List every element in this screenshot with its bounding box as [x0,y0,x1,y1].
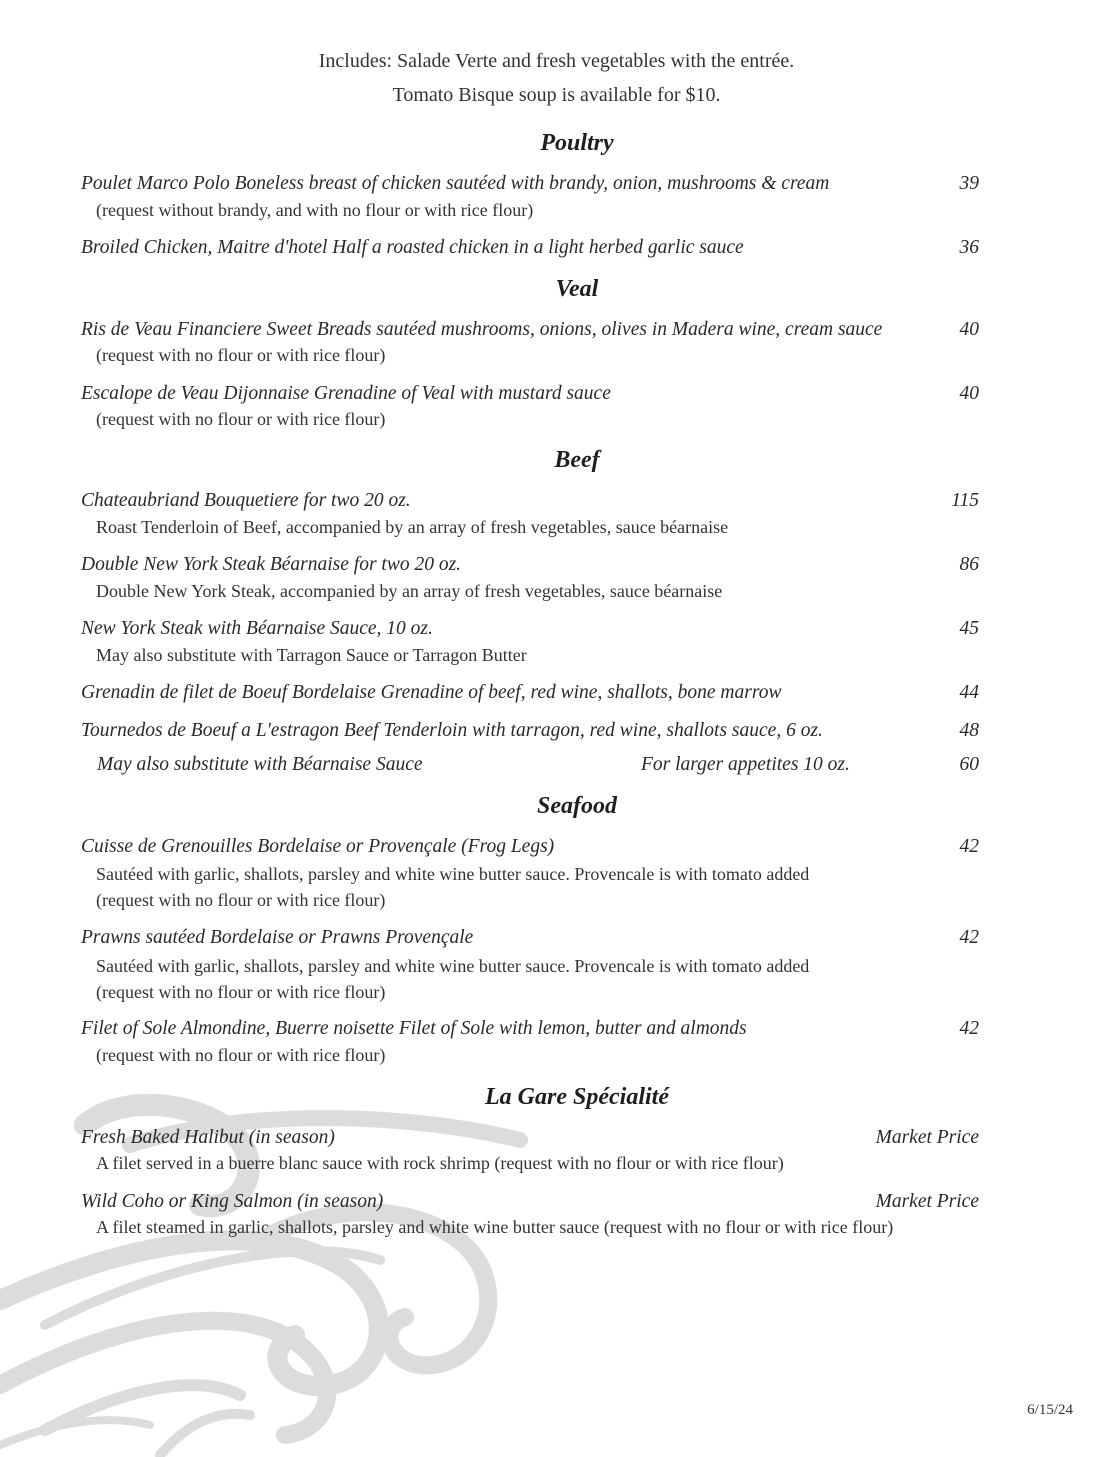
menu-item-note: (request with no flour or with rice flour) [96,982,386,1002]
menu-item-desc: Sautéed with garlic, shallots, parsley and white wine butter sauce. Provencale is with tomato added [96,864,810,884]
menu-item-price: 42 [959,836,979,857]
menu-item-name: Grenadin de filet de Boeuf Bordelaise Grenadine of beef, red wine, shallots, bone marrow [81,682,782,703]
section-title-beef: Beef [554,447,600,473]
menu-item-name: New York Steak with Béarnaise Sauce, 10 oz. [81,618,433,639]
section-title-specialite: La Gare Spécialité [485,1084,669,1110]
intro-line-1: Includes: Salade Verte and fresh vegetables with the entrée. [318,50,795,72]
menu-item-note: (request with no flour or with rice flour) [96,1045,386,1065]
menu-item-larger-price: 60 [959,754,979,775]
menu-item-name: Cuisse de Grenouilles Bordelaise or Provençale (Frog Legs) [81,836,555,857]
menu-item-price: 40 [959,319,979,340]
section-title-seafood: Seafood [537,793,617,819]
menu-item-price: 40 [959,383,979,404]
menu-item-price: Market Price [875,1127,979,1148]
menu-item-desc: A filet steamed in garlic, shallots, parsley and white wine butter sauce (request with no flour or with rice flour) [96,1217,894,1237]
menu-item-name: Wild Coho or King Salmon (in season) [81,1191,384,1212]
menu-item-price: 42 [959,927,979,948]
menu-item-note: (request with no flour or with rice flour) [96,345,386,365]
menu-item-note: (request with no flour or with rice flour) [96,890,386,910]
menu-item-name: Broiled Chicken, Maitre d'hotel Half a roasted chicken in a light herbed garlic sauce [81,237,744,258]
menu-item-price: 36 [959,237,979,258]
section-title-veal: Veal [555,276,599,302]
menu-item-price: 42 [959,1018,979,1039]
menu-item-desc: Double New York Steak, accompanied by an array of fresh vegetables, sauce béarnaise [96,581,723,601]
menu-item-name: Prawns sautéed Bordelaise or Prawns Provençale [81,927,474,948]
menu-item-larger-portion: For larger appetites 10 oz. [641,754,850,775]
menu-item-price: 45 [959,618,979,639]
menu-item-price: 39 [959,173,979,194]
menu-item-name: Chateaubriand Bouquetiere for two 20 oz. [81,490,411,511]
menu-item-price: 44 [959,682,979,703]
menu-item-name: Double New York Steak Béarnaise for two 20 oz. [81,554,462,575]
menu-item-price: 48 [959,720,979,741]
menu-item-name: Poulet Marco Polo Boneless breast of chicken sautéed with brandy, onion, mushrooms & cream [81,173,830,194]
menu-item-price: 115 [951,490,979,511]
menu-item-substitute: May also substitute with Béarnaise Sauce [97,754,423,775]
menu-item-note: (request without brandy, and with no flour or with rice flour) [96,200,534,220]
menu-item-desc: A filet served in a buerre blanc sauce with rock shrimp (request with no flour or with rice flour) [96,1153,784,1173]
section-title-poultry: Poultry [540,130,614,156]
menu-item-name: Ris de Veau Financiere Sweet Breads sautéed mushrooms, onions, olives in Madera wine, cream sauce [81,319,883,340]
menu-item-price: 86 [959,554,979,575]
menu-item-desc: Sautéed with garlic, shallots, parsley and white wine butter sauce. Provencale is with tomato added [96,956,810,976]
menu-item-desc: Roast Tenderloin of Beef, accompanied by an array of fresh vegetables, sauce béarnaise [96,517,729,537]
menu-date: 6/15/24 [1027,1402,1073,1418]
menu-item-desc: May also substitute with Tarragon Sauce or Tarragon Butter [96,645,527,665]
menu-item-name: Fresh Baked Halibut (in season) [81,1127,335,1148]
intro-line-2: Tomato Bisque soup is available for $10. [392,84,721,106]
menu-item-name: Tournedos de Boeuf a L'estragon Beef Tenderloin with tarragon, red wine, shallots sauce, 6 oz. [81,720,823,741]
menu-item-name: Escalope de Veau Dijonnaise Grenadine of Veal with mustard sauce [81,383,611,404]
menu-item-name: Filet of Sole Almondine, Buerre noisette Filet of Sole with lemon, butter and almonds [81,1018,747,1039]
menu-item-price: Market Price [875,1191,979,1212]
menu-item-note: (request with no flour or with rice flour) [96,409,386,429]
